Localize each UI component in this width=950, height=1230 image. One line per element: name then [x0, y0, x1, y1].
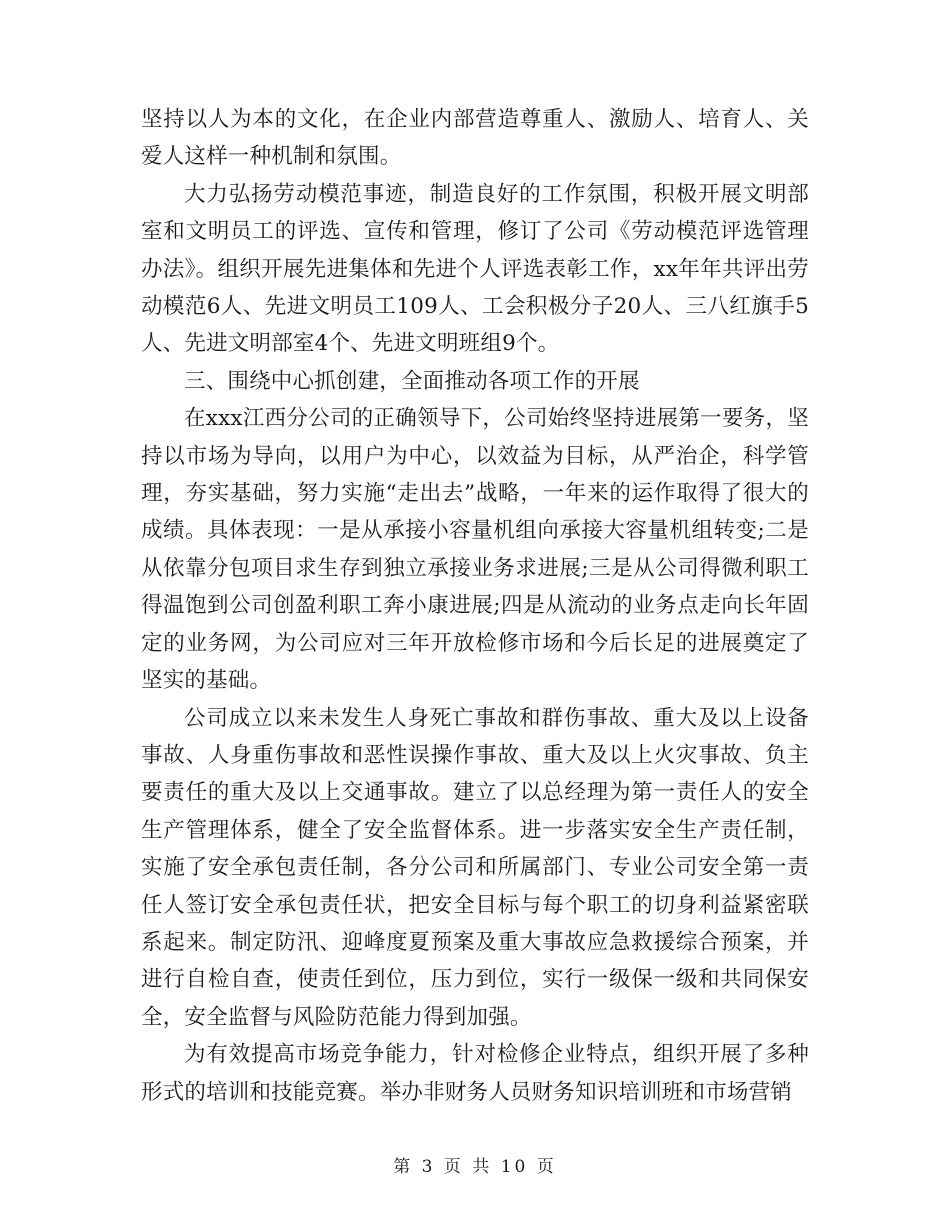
section-heading: 三、围绕中心抓创建，全面推动各项工作的开展 — [184, 368, 640, 394]
paragraph-training: 为有效提高市场竞争能力，针对检修企业特点，组织开展了多种形式的培训和技能竞赛。举办非财务人员财务知识培训班和市场营销 — [141, 1042, 809, 1105]
page-number-footer: 第 3 页 共 10 页 — [393, 1157, 557, 1177]
paragraph-leadership: 在xxx江西分公司的正确领导下，公司始终坚持进展第一要务，坚持以市场为导向，以用户为中心，以效益为目标，从严治企，科学管理，夯实基础，努力实施“走出去”战略，一年来的运作取得了很大的成绩。具体表现：一是从承接小容量机组向承接大容量机组转变;二是从依靠分包项目求生存到独立承接业务求进展;三是从公司得微利职工得温饱到公司创盈利职工奔小康进展;四是从流动的业务点走向长年固定的业务网，为公司应对三年开放检修市场和今后长足的进展奠定了坚实的基础。 — [141, 406, 809, 694]
paragraph-labor-model: 大力弘扬劳动模范事迹，制造良好的工作氛围，积极开展文明部室和文明员工的评选、宣传和管理，修订了公司《劳动模范评选管理办法》。组织开展先进集体和先进个人评选表彰工作，xx年年共评出劳动模范6人、先进文明员工109人、工会积极分子20人、三八红旗手5人、先进文明部室4个、先进文明班组9个。 — [141, 181, 809, 357]
paragraph-safety: 公司成立以来未发生人身死亡事故和群伤事故、重大及以上设备事故、人身重伤事故和恶性误操作事故、重大及以上火灾事故、负主要责任的重大及以上交通事故。建立了以总经理为第一责任人的安全生产管理体系，健全了安全监督体系。进一步落实安全生产责任制，实施了安全承包责任制，各分公司和所属部门、专业公司安全第一责任人签订安全承包责任状，把安全目标与每个职工的切身利益紧密联系起来。制定防汛、迎峰度夏预案及重大事故应急救援综合预案，并进行自检自查，使责任到位，压力到位，实行一级保一级和共同保安全，安全监督与风险防范能力得到加强。 — [141, 705, 809, 1030]
document-body — [141, 101, 809, 1111]
paragraph-continuation: 坚持以人为本的文化，在企业内部营造尊重人、激励人、培育人、关爱人这样一种机制和氛围。 — [141, 107, 809, 170]
